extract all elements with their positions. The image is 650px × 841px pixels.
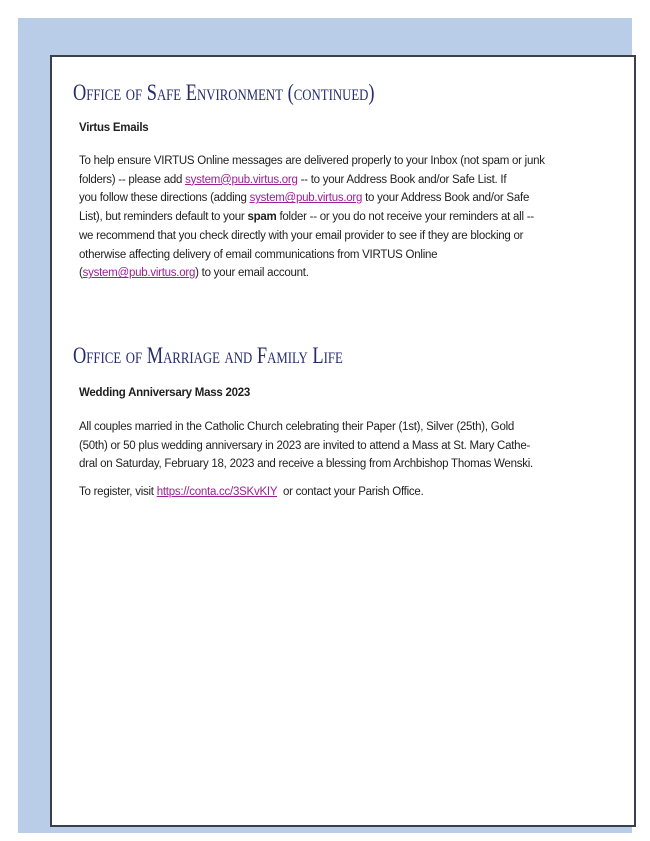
bold-text: spam [247,211,277,224]
text-line [79,455,533,474]
paragraph-register [79,483,424,502]
heading-office-of-safe-environment: Office of Safe Environment (continued) [73,80,375,105]
page-border-frame [18,18,632,833]
hyperlink[interactable]: system@pub.virtus.org [82,267,196,280]
content-inner [52,57,634,825]
text-segment: you follow these directions (adding [79,192,250,205]
text-line [79,246,545,265]
text-segment: to your Address Book and/or Safe [362,192,530,205]
text-segment: To register, visit [79,486,157,498]
text-segment: ( [79,267,83,280]
text-segment: To help ensure VIRTUS Online messages are delivered properly to your Inbox (not spam or junk [79,155,545,167]
text-line [79,264,545,283]
text-segment: -- to your Address Book and/or Safe List. If [297,173,507,186]
text-segment: All couples married in the Catholic Church celebrating their Paper (1st), Silver (25th), Gold [79,421,515,433]
hyperlink[interactable]: https://conta.cc/3SKvKIY [156,486,278,498]
heading-office-of-marriage-and-family-life: Office of Marriage and Family Life [73,343,343,368]
text-segment: (50th) or 50 plus wedding anniversary in 2023 are invited to attend a Mass at St. Mary Cathe- [79,439,531,452]
text-segment: folders) -- please add [79,173,186,186]
text-line [79,152,545,171]
text-segment: dral on Saturday, February 18, 2023 and receive a blessing from Archbishop Thomas Wenski. [79,458,533,471]
text-line [79,171,545,190]
text-segment: folder -- or you do not receive your reminders at all -- [276,211,534,224]
text-segment: ) to your email account. [195,267,309,280]
text-segment: or contact your Parish Office. [277,486,424,498]
paragraph-virtus-emails [79,152,545,283]
subheading-virtus-emails: Virtus Emails [79,122,149,134]
text-line [79,189,545,208]
text-segment: otherwise affecting delivery of email communications from VIRTUS Online [79,248,438,261]
subheading-wedding-anniversary-mass: Wedding Anniversary Mass 2023 [79,387,251,399]
text-line [79,418,533,437]
content-area [50,55,636,827]
text-line [79,208,545,227]
text-segment: we recommend that you check directly with your email provider to see if they are blocking or [79,229,524,242]
hyperlink[interactable]: system@pub.virtus.org [249,192,363,205]
paragraph-wedding-anniversary [79,418,533,474]
text-line [79,437,533,456]
text-line [79,227,545,246]
text-segment: List), but reminders default to your [79,211,248,224]
hyperlink[interactable]: system@pub.virtus.org [185,173,298,186]
text-line [79,483,424,502]
